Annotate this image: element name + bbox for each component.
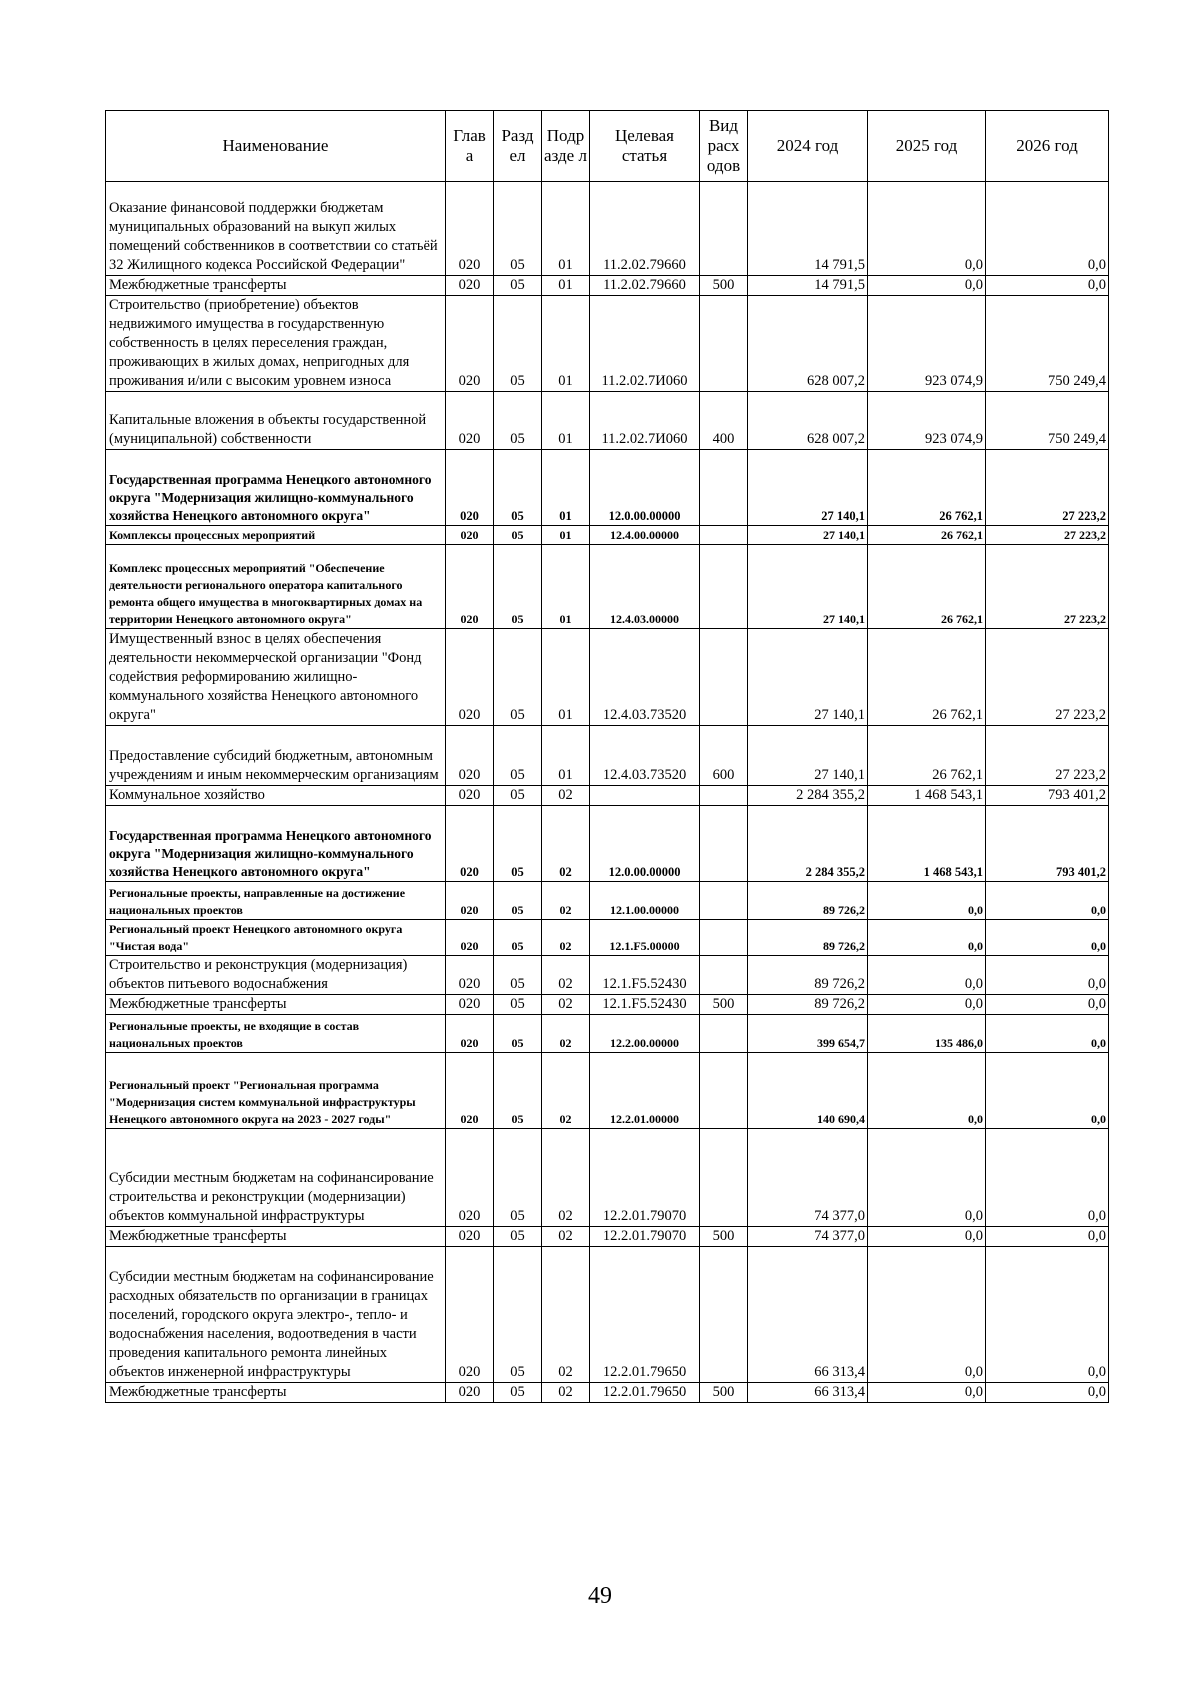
table-row	[106, 182, 1109, 276]
table-row	[106, 296, 1109, 392]
cell-cs: 12.0.00.00000	[590, 806, 700, 882]
cell-rz: 05	[494, 629, 542, 726]
cell-vr	[700, 526, 748, 545]
cell-y2026: 750 249,4	[986, 296, 1109, 392]
cell-cs: 12.4.03.00000	[590, 545, 700, 629]
cell-pr: 01	[542, 526, 590, 545]
cell-y2026: 27 223,2	[986, 450, 1109, 526]
cell-rz: 05	[494, 726, 542, 786]
cell-gl: 020	[446, 450, 494, 526]
cell-gl: 020	[446, 920, 494, 956]
cell-y2026: 0,0	[986, 956, 1109, 995]
cell-y2024: 89 726,2	[748, 956, 868, 995]
header-glava: Глав а	[446, 111, 494, 182]
cell-y2026: 793 401,2	[986, 786, 1109, 806]
cell-name: Межбюджетные трансферты	[106, 995, 446, 1015]
cell-pr: 02	[542, 920, 590, 956]
cell-y2024: 27 140,1	[748, 726, 868, 786]
cell-y2024: 628 007,2	[748, 296, 868, 392]
cell-gl: 020	[446, 882, 494, 920]
cell-y2025: 0,0	[868, 995, 986, 1015]
cell-cs: 12.1.00.00000	[590, 882, 700, 920]
cell-name: Имущественный взнос в целях обеспечения деятельности некоммерческой организации "Фонд содействия реформированию жилищно-коммунального хозяйства Ненецкого автономного округа"	[106, 629, 446, 726]
header-razdel: Разд ел	[494, 111, 542, 182]
table-row	[106, 786, 1109, 806]
cell-name: Строительство (приобретение) объектов недвижимого имущества в государственную собственность в целях переселения граждан, проживающих в жилых домах, непригодных для проживания и/или с высоким уровнем износа	[106, 296, 446, 392]
cell-pr: 01	[542, 182, 590, 276]
cell-pr: 01	[542, 629, 590, 726]
cell-name: Региональный проект Ненецкого автономного округа "Чистая вода"	[106, 920, 446, 956]
cell-rz: 05	[494, 1247, 542, 1383]
cell-y2025: 0,0	[868, 1129, 986, 1227]
cell-vr: 500	[700, 1383, 748, 1403]
cell-y2024: 399 654,7	[748, 1015, 868, 1053]
cell-cs: 12.2.01.79070	[590, 1129, 700, 1227]
cell-rz: 05	[494, 1227, 542, 1247]
cell-gl: 020	[446, 182, 494, 276]
cell-vr	[700, 882, 748, 920]
cell-vr	[700, 629, 748, 726]
cell-rz: 05	[494, 882, 542, 920]
cell-y2026: 27 223,2	[986, 629, 1109, 726]
cell-y2025: 0,0	[868, 276, 986, 296]
cell-y2024: 66 313,4	[748, 1247, 868, 1383]
cell-y2024: 2 284 355,2	[748, 786, 868, 806]
cell-rz: 05	[494, 296, 542, 392]
cell-vr	[700, 296, 748, 392]
cell-gl: 020	[446, 956, 494, 995]
cell-y2025: 135 486,0	[868, 1015, 986, 1053]
cell-y2026: 0,0	[986, 276, 1109, 296]
cell-pr: 02	[542, 882, 590, 920]
cell-y2024: 27 140,1	[748, 450, 868, 526]
table-row	[106, 806, 1109, 882]
cell-vr	[700, 920, 748, 956]
cell-name: Межбюджетные трансферты	[106, 276, 446, 296]
cell-vr: 500	[700, 276, 748, 296]
cell-cs: 12.2.01.79070	[590, 1227, 700, 1247]
cell-y2024: 89 726,2	[748, 920, 868, 956]
cell-pr: 02	[542, 995, 590, 1015]
page-number: 49	[588, 1583, 612, 1609]
cell-rz: 05	[494, 392, 542, 450]
header-name: Наименование	[106, 111, 446, 182]
cell-pr: 02	[542, 786, 590, 806]
cell-y2026: 793 401,2	[986, 806, 1109, 882]
cell-y2026: 27 223,2	[986, 526, 1109, 545]
cell-y2026: 0,0	[986, 1053, 1109, 1129]
cell-gl: 020	[446, 629, 494, 726]
cell-cs: 11.2.02.7И060	[590, 392, 700, 450]
cell-cs: 11.2.02.79660	[590, 182, 700, 276]
cell-y2024: 140 690,4	[748, 1053, 868, 1129]
cell-pr: 02	[542, 1129, 590, 1227]
cell-rz: 05	[494, 806, 542, 882]
cell-pr: 02	[542, 956, 590, 995]
table-row	[106, 882, 1109, 920]
cell-y2025: 26 762,1	[868, 629, 986, 726]
cell-y2025: 1 468 543,1	[868, 786, 986, 806]
cell-pr: 02	[542, 1053, 590, 1129]
cell-y2024: 14 791,5	[748, 276, 868, 296]
cell-y2026: 0,0	[986, 995, 1109, 1015]
cell-rz: 05	[494, 545, 542, 629]
cell-name: Региональный проект "Региональная программа "Модернизация систем коммунальной инфраструктуры Ненецкого автономного округа на 2023 - 2027 годы"	[106, 1053, 446, 1129]
header-2025: 2025 год	[868, 111, 986, 182]
cell-pr: 01	[542, 450, 590, 526]
cell-name: Комплексы процессных мероприятий	[106, 526, 446, 545]
cell-rz: 05	[494, 1129, 542, 1227]
cell-name: Региональные проекты, направленные на достижение национальных проектов	[106, 882, 446, 920]
cell-vr: 400	[700, 392, 748, 450]
table-row	[106, 920, 1109, 956]
cell-pr: 02	[542, 806, 590, 882]
cell-name: Межбюджетные трансферты	[106, 1227, 446, 1247]
cell-y2026: 27 223,2	[986, 545, 1109, 629]
cell-y2024: 89 726,2	[748, 882, 868, 920]
cell-cs: 12.2.00.00000	[590, 1015, 700, 1053]
cell-y2024: 27 140,1	[748, 545, 868, 629]
cell-cs	[590, 786, 700, 806]
cell-vr	[700, 956, 748, 995]
cell-y2024: 74 377,0	[748, 1129, 868, 1227]
table-row	[106, 1053, 1109, 1129]
cell-y2024: 628 007,2	[748, 392, 868, 450]
cell-cs: 12.0.00.00000	[590, 450, 700, 526]
cell-cs: 12.4.03.73520	[590, 629, 700, 726]
table-row	[106, 629, 1109, 726]
cell-gl: 020	[446, 806, 494, 882]
cell-gl: 020	[446, 545, 494, 629]
cell-pr: 02	[542, 1383, 590, 1403]
cell-vr: 500	[700, 995, 748, 1015]
table-row	[106, 392, 1109, 450]
cell-y2024: 27 140,1	[748, 629, 868, 726]
cell-y2024: 14 791,5	[748, 182, 868, 276]
cell-vr	[700, 1247, 748, 1383]
cell-y2026: 0,0	[986, 182, 1109, 276]
cell-y2025: 1 468 543,1	[868, 806, 986, 882]
cell-vr	[700, 786, 748, 806]
cell-gl: 020	[446, 276, 494, 296]
cell-y2024: 27 140,1	[748, 526, 868, 545]
cell-pr: 01	[542, 276, 590, 296]
cell-gl: 020	[446, 995, 494, 1015]
cell-y2026: 750 249,4	[986, 392, 1109, 450]
table-row	[106, 545, 1109, 629]
cell-y2025: 0,0	[868, 1053, 986, 1129]
cell-name: Коммунальное хозяйство	[106, 786, 446, 806]
cell-cs: 12.2.01.79650	[590, 1383, 700, 1403]
cell-name: Межбюджетные трансферты	[106, 1383, 446, 1403]
cell-rz: 05	[494, 1053, 542, 1129]
header-2026: 2026 год	[986, 111, 1109, 182]
table-header-row	[106, 111, 1109, 182]
cell-name: Комплекс процессных мероприятий "Обеспечение деятельности регионального оператора капитального ремонта общего имущества в многоквартирных домах на территории Ненецкого автономного округа"	[106, 545, 446, 629]
cell-cs: 12.2.01.00000	[590, 1053, 700, 1129]
cell-rz: 05	[494, 920, 542, 956]
table-row	[106, 1247, 1109, 1383]
cell-y2026: 0,0	[986, 1227, 1109, 1247]
cell-name: Субсидии местным бюджетам на софинансирование строительства и реконструкции (модернизации) объектов коммунальной инфраструктуры	[106, 1129, 446, 1227]
cell-gl: 020	[446, 1247, 494, 1383]
cell-vr	[700, 450, 748, 526]
header-vid-rashodov: Вид расх одов	[700, 111, 748, 182]
cell-gl: 020	[446, 786, 494, 806]
cell-y2024: 66 313,4	[748, 1383, 868, 1403]
cell-y2025: 26 762,1	[868, 726, 986, 786]
table-row	[106, 1129, 1109, 1227]
cell-y2026: 0,0	[986, 882, 1109, 920]
table-row	[106, 276, 1109, 296]
header-celevaya-statya: Целевая статья	[590, 111, 700, 182]
table-row	[106, 1015, 1109, 1053]
cell-y2025: 923 074,9	[868, 392, 986, 450]
cell-name: Субсидии местным бюджетам на софинансирование расходных обязательств по организации в границах поселений, городского округа электро-, тепло- и водоснабжения населения, водоотведения в части проведения капитального ремонта линейных объектов инженерной инфраструктуры	[106, 1247, 446, 1383]
cell-y2025: 26 762,1	[868, 450, 986, 526]
cell-y2025: 923 074,9	[868, 296, 986, 392]
cell-y2025: 0,0	[868, 882, 986, 920]
cell-name: Капитальные вложения в объекты государственной (муниципальной) собственности	[106, 392, 446, 450]
cell-rz: 05	[494, 1015, 542, 1053]
cell-y2026: 0,0	[986, 1129, 1109, 1227]
table-body	[106, 182, 1109, 1403]
cell-gl: 020	[446, 392, 494, 450]
cell-y2026: 0,0	[986, 1015, 1109, 1053]
cell-gl: 020	[446, 726, 494, 786]
cell-y2024: 2 284 355,2	[748, 806, 868, 882]
cell-rz: 05	[494, 182, 542, 276]
cell-y2026: 0,0	[986, 1383, 1109, 1403]
table-row	[106, 1227, 1109, 1247]
cell-vr	[700, 1129, 748, 1227]
table-row	[106, 450, 1109, 526]
cell-gl: 020	[446, 1227, 494, 1247]
cell-cs: 12.1.F5.52430	[590, 995, 700, 1015]
cell-y2024: 74 377,0	[748, 1227, 868, 1247]
cell-cs: 11.2.02.79660	[590, 276, 700, 296]
cell-gl: 020	[446, 296, 494, 392]
cell-rz: 05	[494, 450, 542, 526]
cell-name: Государственная программа Ненецкого автономного округа "Модернизация жилищно-коммунального хозяйства Ненецкого автономного округа"	[106, 450, 446, 526]
header-podrazdel: Подр азде л	[542, 111, 590, 182]
cell-pr: 01	[542, 296, 590, 392]
cell-vr: 600	[700, 726, 748, 786]
cell-name: Строительство и реконструкция (модернизация) объектов питьевого водоснабжения	[106, 956, 446, 995]
table-row	[106, 526, 1109, 545]
cell-rz: 05	[494, 956, 542, 995]
cell-rz: 05	[494, 786, 542, 806]
cell-vr	[700, 545, 748, 629]
cell-vr	[700, 806, 748, 882]
table-row	[106, 995, 1109, 1015]
cell-name: Оказание финансовой поддержки бюджетам муниципальных образований на выкуп жилых помещений собственников в соответствии со статьёй 32 Жилищного кодекса Российской Федерации"	[106, 182, 446, 276]
cell-vr	[700, 1015, 748, 1053]
cell-y2025: 0,0	[868, 1383, 986, 1403]
cell-gl: 020	[446, 1053, 494, 1129]
cell-y2026: 0,0	[986, 920, 1109, 956]
cell-cs: 12.4.03.73520	[590, 726, 700, 786]
cell-y2024: 89 726,2	[748, 995, 868, 1015]
cell-vr: 500	[700, 1227, 748, 1247]
header-2024: 2024 год	[748, 111, 868, 182]
cell-name: Государственная программа Ненецкого автономного округа "Модернизация жилищно-коммунального хозяйства Ненецкого автономного округа"	[106, 806, 446, 882]
cell-gl: 020	[446, 1015, 494, 1053]
cell-y2026: 0,0	[986, 1247, 1109, 1383]
cell-pr: 01	[542, 392, 590, 450]
cell-cs: 12.1.F5.00000	[590, 920, 700, 956]
cell-vr	[700, 182, 748, 276]
cell-cs: 12.4.00.00000	[590, 526, 700, 545]
cell-y2025: 0,0	[868, 956, 986, 995]
cell-pr: 01	[542, 726, 590, 786]
cell-y2025: 26 762,1	[868, 545, 986, 629]
table-row	[106, 956, 1109, 995]
cell-pr: 02	[542, 1227, 590, 1247]
cell-rz: 05	[494, 526, 542, 545]
table-row	[106, 1383, 1109, 1403]
cell-y2025: 0,0	[868, 1247, 986, 1383]
table-row	[106, 726, 1109, 786]
cell-vr	[700, 1053, 748, 1129]
budget-table	[105, 110, 1109, 1403]
cell-y2025: 0,0	[868, 920, 986, 956]
cell-y2025: 0,0	[868, 182, 986, 276]
cell-cs: 12.2.01.79650	[590, 1247, 700, 1383]
cell-name: Предоставление субсидий бюджетным, автономным учреждениям и иным некоммерческим организациям	[106, 726, 446, 786]
cell-cs: 12.1.F5.52430	[590, 956, 700, 995]
cell-cs: 11.2.02.7И060	[590, 296, 700, 392]
cell-y2026: 27 223,2	[986, 726, 1109, 786]
cell-rz: 05	[494, 1383, 542, 1403]
cell-name: Региональные проекты, не входящие в состав национальных проектов	[106, 1015, 446, 1053]
cell-rz: 05	[494, 276, 542, 296]
cell-pr: 02	[542, 1015, 590, 1053]
cell-pr: 01	[542, 545, 590, 629]
cell-gl: 020	[446, 1129, 494, 1227]
cell-y2025: 0,0	[868, 1227, 986, 1247]
cell-y2025: 26 762,1	[868, 526, 986, 545]
cell-rz: 05	[494, 995, 542, 1015]
cell-gl: 020	[446, 526, 494, 545]
cell-gl: 020	[446, 1383, 494, 1403]
cell-pr: 02	[542, 1247, 590, 1383]
